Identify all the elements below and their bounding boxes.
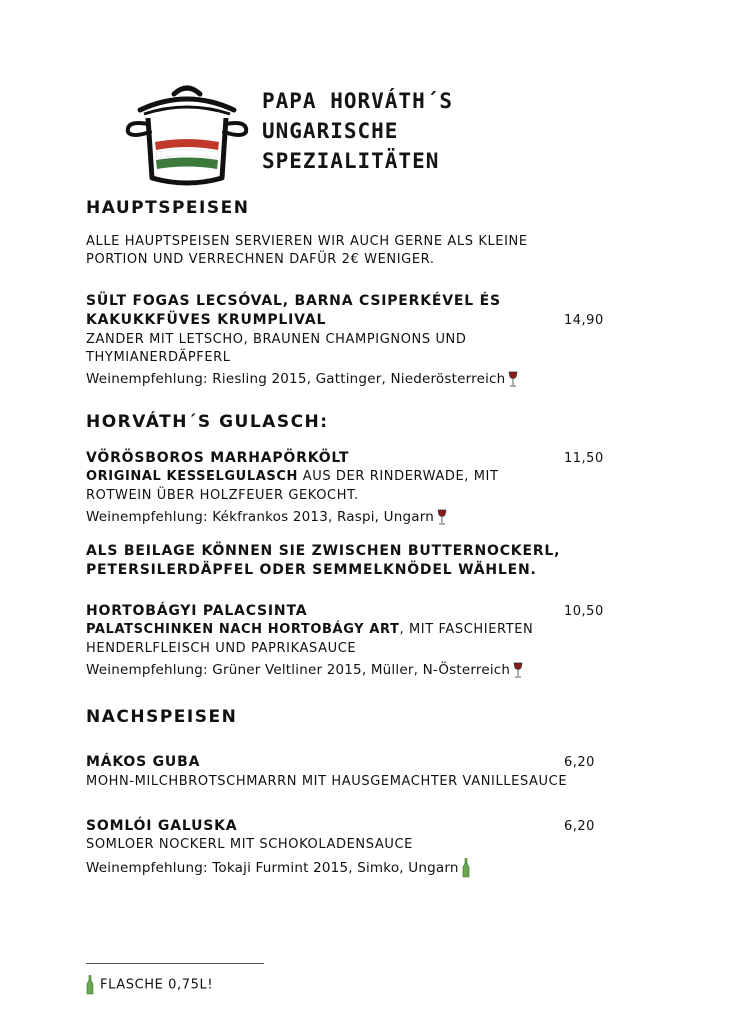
dish-name: VÖRÖSBOROS MARHAPÖRKÖLT [86, 450, 350, 466]
dish-description-bold: PALATSCHINKEN NACH HORTOBÁGY ART [86, 622, 400, 637]
section-title-gulasch: HORVÁTH´S GULASCH: [86, 412, 329, 432]
wine-text: Weinempfehlung: Grüner Veltliner 2015, Müller, N-Österreich [86, 662, 511, 678]
red-wine-glass-icon [513, 662, 523, 678]
dish-price: 10,50 [564, 604, 604, 619]
dish-description-rest: AUS DER RINDERWADE, MIT [297, 469, 499, 484]
wine-recommendation [86, 509, 447, 525]
dish-description: THYMIANERDÄPFERL [86, 350, 231, 365]
dish-name: SÜLT FOGAS LECSÓVAL, BARNA CSIPERKÉVEL ÉS [86, 293, 501, 309]
dish-description [86, 469, 499, 484]
dish-description: ZANDER MIT LETSCHO, BRAUNEN CHAMPIGNONS UND [86, 332, 467, 347]
title-line: SPEZIALITÄTEN [262, 149, 440, 173]
title-line: UNGARISCHE [262, 119, 399, 143]
footnote [86, 975, 213, 995]
side-dish-note: PETERSILERDÄPFEL ODER SEMMELKNÖDEL WÄHLEN. [86, 562, 537, 578]
wine-text: Weinempfehlung: Riesling 2015, Gattinger, Niederösterreich [86, 371, 506, 387]
dish-description: ROTWEIN ÜBER HOLZFEUER GEKOCHT. [86, 488, 359, 503]
dish-description [86, 622, 533, 637]
wine-recommendation [86, 371, 518, 387]
wine-recommendation [86, 662, 523, 678]
dish-description-rest: , MIT FASCHIERTEN [399, 622, 534, 637]
dish-name: SOMLÓI GALUSKA [86, 818, 238, 834]
title-line: PAPA HORVÁTH´S [262, 89, 454, 113]
dish-description-bold: ORIGINAL KESSELGULASCH [86, 469, 298, 484]
dish-name: KAKUKKFÜVES KRUMPLIVAL [86, 312, 327, 328]
goulash-pot-icon [122, 80, 252, 190]
dish-description: HENDERLFLEISCH UND PAPRIKASAUCE [86, 641, 357, 656]
footnote-divider [86, 963, 264, 964]
wine-bottle-icon [462, 858, 470, 878]
dish-price: 6,20 [564, 755, 595, 770]
section-title-hauptspeisen: HAUPTSPEISEN [86, 198, 250, 218]
intro-line: ALLE HAUPTSPEISEN SERVIEREN WIR AUCH GERNE ALS KLEINE [86, 234, 528, 249]
wine-bottle-icon [86, 975, 94, 995]
side-dish-note: ALS BEILAGE KÖNNEN SIE ZWISCHEN BUTTERNOCKERL, [86, 543, 561, 559]
wine-text: Weinempfehlung: Tokaji Furmint 2015, Simko, Ungarn [86, 860, 459, 876]
wine-recommendation [86, 858, 470, 878]
dish-price: 6,20 [564, 819, 595, 834]
red-wine-glass-icon [437, 509, 447, 525]
dish-description: MOHN-MILCHBROTSCHMARRN MIT HAUSGEMACHTER VANILLESAUCE [86, 774, 568, 789]
restaurant-title [262, 86, 522, 176]
footnote-text: FLASCHE 0,75L! [100, 977, 214, 993]
dish-name: MÁKOS GUBA [86, 754, 201, 770]
red-wine-glass-icon [508, 371, 518, 387]
intro-line: PORTION UND VERRECHNEN DAFÜR 2€ WENIGER. [86, 252, 435, 267]
dish-name: HORTOBÁGYI PALACSINTA [86, 603, 308, 619]
dish-price: 11,50 [564, 451, 604, 466]
dish-description: SOMLOER NOCKERL MIT SCHOKOLADENSAUCE [86, 837, 413, 852]
dish-price: 14,90 [564, 313, 604, 328]
wine-text: Weinempfehlung: Kékfrankos 2013, Raspi, Ungarn [86, 509, 435, 525]
section-title-nachspeisen: NACHSPEISEN [86, 707, 238, 727]
